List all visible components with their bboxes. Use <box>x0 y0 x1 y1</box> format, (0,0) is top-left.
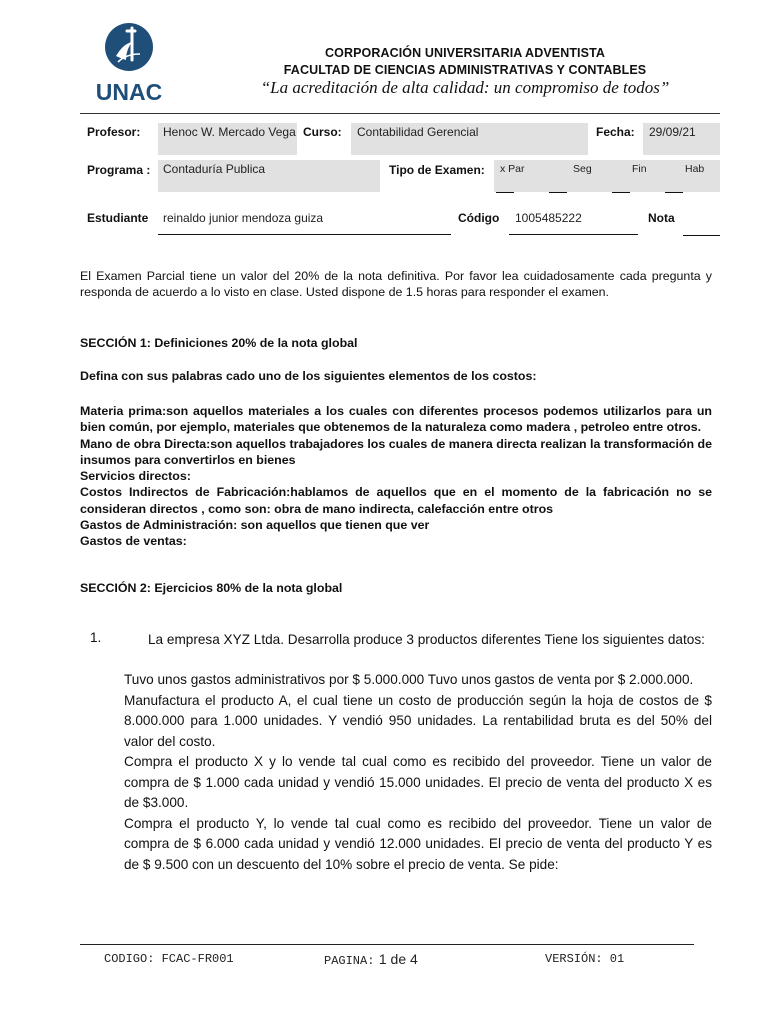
unac-logo <box>96 20 162 104</box>
exam-option-final[interactable]: Fin <box>632 163 647 175</box>
footer-divider <box>80 944 694 945</box>
tipo-examen-label: Tipo de Examen: <box>389 163 485 177</box>
exercise-number: 1. <box>90 630 102 645</box>
exercise-statement: La empresa XYZ Ltda. Desarrolla produce 3 productos diferentes Tiene los siguientes datos: <box>148 632 705 647</box>
exam-option-habilitacion[interactable]: Hab <box>685 163 705 175</box>
motto: “La acreditación de alta calidad: un compromiso de todos” <box>260 78 670 97</box>
exercise-producto-x: Compra el producto X y lo vende tal cual como es recibido del proveedor. Tiene un valor de compra de $ 1.000 cada unidad y vendió 15.000 unidades. El precio de venta del producto X es de $3.000. <box>124 754 712 810</box>
exam-blank-parcial <box>496 192 514 193</box>
definition-gastos-admin: Gastos de Administración: son aquellos que tienen que ver <box>80 518 430 533</box>
curso-label: Curso: <box>303 125 342 139</box>
exam-blank-final <box>612 192 630 193</box>
logo-text: UNAC <box>96 79 162 104</box>
exam-instructions: El Examen Parcial tiene un valor del 20% de la nota definitiva. Por favor lea cuidadosamente cada pregunta y responda de acuerdo a lo visto en clase. Usted dispone de 1.5 horas para responder el examen. <box>80 269 712 299</box>
footer-version: VERSIÓN: 01 <box>545 952 625 966</box>
section2-title: SECCIÓN 2: Ejercicios 80% de la nota global <box>80 581 343 595</box>
profesor-field[interactable]: Henoc W. Mercado Vega <box>158 123 297 155</box>
codigo-field[interactable]: 1005485222 <box>509 211 638 235</box>
profesor-label: Profesor: <box>87 125 141 139</box>
faculty-title: FACULTAD DE CIENCIAS ADMINISTRATIVAS Y CONTABLES <box>283 63 647 77</box>
estudiante-label: Estudiante <box>87 211 149 225</box>
definition-servicios: Servicios directos: <box>80 469 191 484</box>
programa-field[interactable]: Contaduría Publica <box>158 160 380 192</box>
exercise-producto-a: Manufactura el producto A, el cual tiene un costo de producción según la hoja de costos de $ 8.000.000 para 1.000 unidades. Y vendió 950 unidades. La rentabilidad bruta es del 50% del valor del costo. <box>124 692 712 749</box>
section1-title: SECCIÓN 1: Definiciones 20% de la nota global <box>80 336 358 350</box>
section1-instruction: Defina con sus palabras cado uno de los siguientes elementos de los costos: <box>80 369 537 383</box>
exam-blank-habilitacion <box>665 192 683 193</box>
footer-codigo: CODIGO: FCAC-FR001 <box>104 952 234 966</box>
codigo-label: Código <box>458 211 500 225</box>
estudiante-field[interactable]: reinaldo junior mendoza guiza <box>158 211 451 235</box>
definition-cif: Costos Indirectos de Fabricación:hablamos de aquellos que en el momento de la fabricación no se consideran directos , como son: obra de mano indirecta, calefacción entre otros <box>80 485 712 516</box>
section1-definitions <box>80 403 712 550</box>
curso-field[interactable]: Contabilidad Gerencial <box>351 123 588 155</box>
footer-pagina-label: PAGINA: <box>324 954 375 968</box>
programa-label: Programa : <box>87 163 151 177</box>
exam-option-parcial[interactable]: x Par <box>500 163 525 175</box>
exam-option-seguimiento[interactable]: Seg <box>573 163 592 175</box>
exercise-producto-y: Compra el producto Y, lo vende tal cual como es recibido del proveedor. Tiene un valor de compra de $ 6.000 cada unidad y vendió 12.000 unidades. El precio de venta del producto Y es de $ 9.500 con un descuento del 10% sobre el precio de venta. Se pide: <box>124 815 712 872</box>
nota-label: Nota <box>648 211 675 225</box>
exam-blank-seguimiento <box>549 192 567 193</box>
nota-field[interactable] <box>683 211 720 236</box>
footer-pagina-value: 1 de 4 <box>378 951 418 967</box>
definition-materia-prima: Materia prima:son aquellos materiales a los cuales con diferentes procesos podemos utilizarlos para un bien común, por ejemplo, materiales que obtenemos de la naturaleza como madera , petroleo entre otros. <box>80 404 712 435</box>
fecha-label: Fecha: <box>596 125 635 139</box>
exercise-gastos: Tuvo unos gastos administrativos por $ 5.000.000 Tuvo unos gastos de venta por $ 2.000.000. <box>124 672 694 687</box>
header-divider <box>80 113 720 114</box>
footer-pagina <box>324 951 418 969</box>
institution-title: CORPORACIÓN UNIVERSITARIA ADVENTISTA <box>325 46 605 60</box>
definition-mano-obra: Mano de obra Directa:son aquellos trabajadores los cuales de manera directa realizan la transformación de insumos para convertirlos en bienes <box>80 436 712 467</box>
fecha-field[interactable]: 29/09/21 <box>643 123 720 155</box>
definition-gastos-ventas: Gastos de ventas: <box>80 534 187 549</box>
exercise-data <box>124 670 712 875</box>
